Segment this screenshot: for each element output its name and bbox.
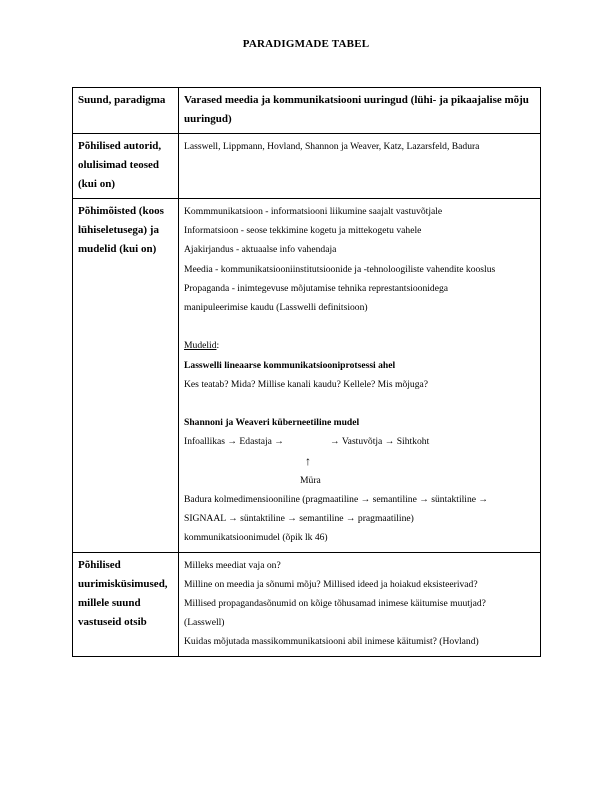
models-heading-colon: : bbox=[216, 340, 220, 352]
row-content-authors: Lasswell, Lippmann, Hovland, Shannon ja Weaver, Katz, Lazarsfeld, Badura bbox=[179, 134, 541, 199]
question-line: Kuidas mõjutada massikommunikatsiooni abil inimese käitumist? (Hovland) bbox=[184, 636, 479, 648]
up-arrow-icon: ↑ bbox=[305, 453, 311, 468]
models-heading: Mudelid bbox=[184, 340, 217, 352]
table-row-header bbox=[73, 88, 541, 134]
row-label-direction: Suund, paradigma bbox=[73, 88, 179, 134]
badura-model-line: Badura kolmedimensiooniline (pragmaatiline → semantiline → süntaktiline → bbox=[184, 493, 489, 505]
table-row-authors bbox=[73, 134, 541, 199]
definition-line: manipuleerimise kaudu (Lasswelli definitsioon) bbox=[184, 302, 368, 314]
row-content-questions bbox=[179, 552, 541, 656]
shannon-noise-label: Müra bbox=[300, 474, 321, 486]
spacer bbox=[184, 394, 536, 413]
definition-line: Meedia - kommunikatsiooniinstitutsioonide ja -tehnoloogiliste vahendite kooslus bbox=[184, 263, 496, 275]
page-title: PARADIGMADE TABEL bbox=[242, 38, 370, 50]
lasswell-model-title: Lasswelli lineaarse kommunikatsiooniprotsessi ahel bbox=[184, 359, 396, 371]
question-line: Millised propagandasõnumid on kõige tõhusamad inimese käitumise muutjad? bbox=[184, 597, 486, 609]
question-line: Milline on meedia ja sõnumi mõju? Millised ideed ja hoiakud eksisteerivad? bbox=[184, 578, 478, 590]
question-line: (Lasswell) bbox=[184, 617, 225, 629]
definition-line: Ajakirjandus - aktuaalse info vahendaja bbox=[184, 244, 337, 256]
row-label-questions: Põhilised uurimisküsimused, millele suund vastuseid otsib bbox=[73, 552, 179, 656]
badura-model-line: SIGNAAL → süntaktiline → semantiline → pragmaatiline) bbox=[184, 513, 414, 525]
lasswell-model-text: Kes teatab? Mida? Millise kanali kaudu? Kellele? Mis mõjuga? bbox=[184, 378, 429, 390]
table-row-concepts bbox=[73, 199, 541, 553]
row-label-authors: Põhilised autorid, olulisimad teosed (kui on) bbox=[73, 134, 179, 199]
badura-model-line: kommunikatsioonimudel (õpik lk 46) bbox=[184, 532, 328, 544]
shannon-model-noise bbox=[184, 471, 536, 490]
paradigm-table bbox=[72, 87, 541, 657]
shannon-model-chain bbox=[184, 432, 536, 451]
definition-line: Propaganda - inimtegevuse mõjutamise tehnika represtantsioonidega bbox=[184, 282, 449, 294]
shannon-chain-left: Infoallikas → Edastaja → bbox=[184, 436, 284, 448]
definition-line: Informatsioon - seose tekkimine kogetu ja mittekogetu vahele bbox=[184, 225, 422, 237]
row-content-concepts bbox=[179, 199, 541, 553]
shannon-model-title: Shannoni ja Weaveri küberneetiline mudel bbox=[184, 417, 360, 429]
shannon-model-arrow bbox=[184, 452, 536, 471]
row-content-direction: Varased meedia ja kommunikatsiooni uuringud (lühi- ja pikaajalise mõju uuringud) bbox=[179, 88, 541, 134]
question-line: Milleks meediat vaja on? bbox=[184, 559, 281, 571]
row-label-concepts: Põhimõisted (koos lühiseletusega) ja mudelid (kui on) bbox=[73, 199, 179, 553]
shannon-chain-right: → Vastuvõtja → Sihtkoht bbox=[330, 436, 430, 448]
table-row-questions bbox=[73, 552, 541, 656]
definition-line: Kommmunikatsioon - informatsiooni liikumine saajalt vastuvõtjale bbox=[184, 206, 443, 217]
spacer bbox=[184, 317, 536, 336]
models-heading-line bbox=[184, 336, 536, 355]
